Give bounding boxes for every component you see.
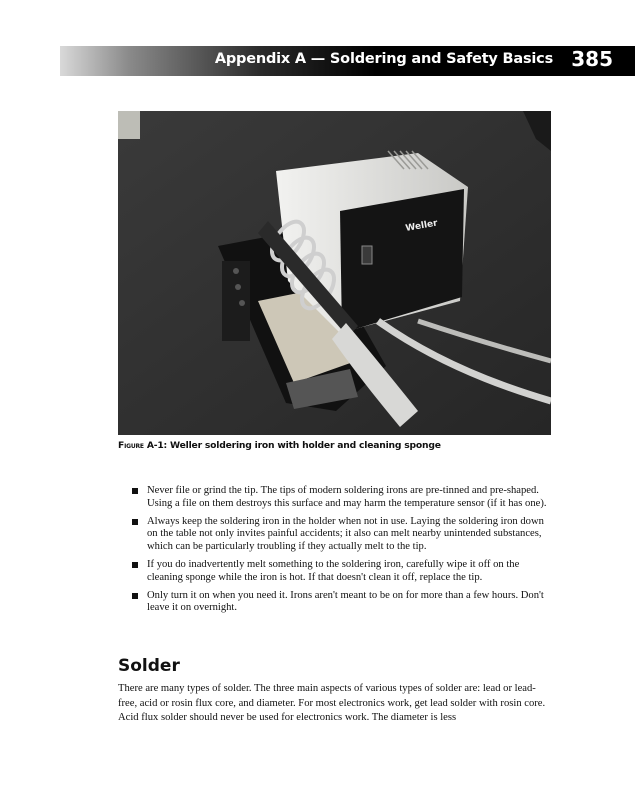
figure-caption — [118, 440, 558, 451]
safety-bullet-list — [130, 485, 550, 620]
square-bullet-icon — [132, 562, 138, 568]
square-bullet-icon — [132, 519, 138, 525]
list-item — [130, 485, 550, 511]
list-item-text: Always keep the soldering iron in the holder when not in use. Laying the soldering iron down on the table not only invites painful accidents; it also can melt nearby unintended substances, which can be particularly troubling if they actually melt to the tip. — [147, 515, 544, 553]
svg-text:Weller: Weller — [404, 218, 439, 234]
square-bullet-icon — [132, 488, 138, 494]
figure-photo — [118, 111, 551, 435]
page-number: 385 — [571, 47, 613, 71]
breadboard-corner — [118, 111, 140, 139]
list-item-text: Only turn it on when you need it. Irons aren't meant to be on for more than a few hours. Don't leave it on overnight. — [147, 589, 544, 614]
soldering-station-photo — [118, 111, 551, 435]
list-item-text: Never file or grind the tip. The tips of modern soldering irons are pre-tinned and pre-shaped. Using a file on them destroys this surface and may harm the temperature sensor (if it has one). — [147, 485, 547, 509]
list-item — [130, 590, 550, 616]
list-item — [130, 559, 550, 585]
square-bullet-icon — [132, 593, 138, 599]
header-title: Appendix A — Soldering and Safety Basics — [214, 51, 553, 67]
list-item-text: If you do inadvertently melt something to the soldering iron, carefully wipe it off on the cleaning sponge while the iron is hot. If that doesn't clean it off, replace the tip. — [147, 558, 520, 583]
section-heading: Solder — [118, 656, 180, 676]
caption-text: Weller soldering iron with holder and cleaning sponge — [170, 440, 441, 451]
running-header — [60, 46, 635, 76]
list-item — [130, 516, 550, 554]
section-paragraph: There are many types of solder. The three main aspects of various types of solder are: lead or lead-free, acid or rosin flux core, and diameter. For most electronics work, get lead solder with rosin core. Acid flux solder should never be used for electronics work. The diameter is less — [118, 683, 546, 723]
caption-label: Figure A-1: — [118, 440, 168, 451]
